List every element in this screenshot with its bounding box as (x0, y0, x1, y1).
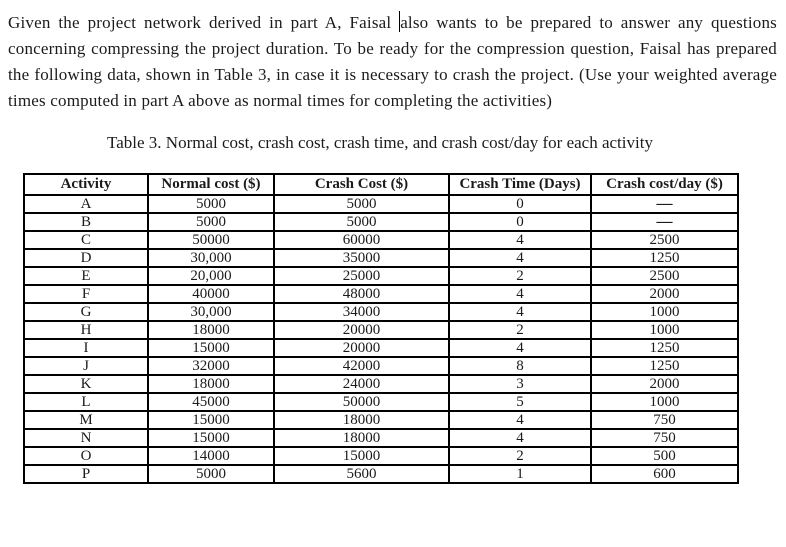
cell-crash-time: 2 (449, 321, 591, 339)
cell-crash-cost: 60000 (274, 231, 449, 249)
cell-crash-cost: 25000 (274, 267, 449, 285)
cell-crash-cost: 24000 (274, 375, 449, 393)
cell-normal-cost: 30,000 (148, 249, 274, 267)
cell-crash-time: 0 (449, 213, 591, 231)
table-row-activity-c (24, 231, 738, 249)
cell-crash-cost: 18000 (274, 411, 449, 429)
cell-crash-cost-per-day: — (591, 195, 738, 213)
column-header-crash-time: Crash Time (Days) (449, 174, 591, 195)
table-row-activity-f (24, 285, 738, 303)
paragraph-text-after-cursor: also wants to be prepared to answer any questions concerning compressing the project duration. To be ready for the compression question, Faisal has prepared the following data, shown in Table 3, in case it is necessary to crash the project. (Use your weighted average times computed in part A above as normal times for completing the activities) (8, 13, 777, 110)
cell-activity: M (24, 411, 148, 429)
cell-crash-time: 1 (449, 465, 591, 483)
cell-crash-time: 2 (449, 447, 591, 465)
cell-normal-cost: 45000 (148, 393, 274, 411)
cell-crash-cost: 20000 (274, 339, 449, 357)
table-row-activity-p (24, 465, 738, 483)
cell-crash-cost-per-day: 750 (591, 411, 738, 429)
table-header-row (24, 174, 738, 195)
cell-normal-cost: 15000 (148, 429, 274, 447)
cell-normal-cost: 30,000 (148, 303, 274, 321)
question-paragraph (0, 0, 786, 114)
table-row-activity-e (24, 267, 738, 285)
cell-crash-cost: 20000 (274, 321, 449, 339)
cell-crash-time: 4 (449, 339, 591, 357)
cell-normal-cost: 15000 (148, 339, 274, 357)
table-row-activity-m (24, 411, 738, 429)
cell-activity: G (24, 303, 148, 321)
cell-crash-time: 4 (449, 411, 591, 429)
cell-normal-cost: 18000 (148, 375, 274, 393)
cell-activity: N (24, 429, 148, 447)
cell-crash-cost: 5000 (274, 213, 449, 231)
cell-crash-cost-per-day: 2000 (591, 375, 738, 393)
cell-normal-cost: 5000 (148, 195, 274, 213)
column-header-crash-cost: Crash Cost ($) (274, 174, 449, 195)
table-row-activity-k (24, 375, 738, 393)
cell-normal-cost: 50000 (148, 231, 274, 249)
cell-crash-cost: 42000 (274, 357, 449, 375)
cell-normal-cost: 40000 (148, 285, 274, 303)
cell-activity: A (24, 195, 148, 213)
cell-activity: F (24, 285, 148, 303)
cell-activity: H (24, 321, 148, 339)
cell-crash-cost: 5000 (274, 195, 449, 213)
cell-normal-cost: 15000 (148, 411, 274, 429)
cell-crash-time: 0 (449, 195, 591, 213)
cell-crash-cost: 15000 (274, 447, 449, 465)
cell-normal-cost: 32000 (148, 357, 274, 375)
cell-crash-cost-per-day: 1250 (591, 339, 738, 357)
cell-crash-time: 4 (449, 303, 591, 321)
cell-crash-time: 4 (449, 249, 591, 267)
cell-crash-cost-per-day: 500 (591, 447, 738, 465)
cell-crash-time: 3 (449, 375, 591, 393)
table-row-activity-j (24, 357, 738, 375)
table-row-activity-a (24, 195, 738, 213)
cell-normal-cost: 5000 (148, 465, 274, 483)
cell-normal-cost: 5000 (148, 213, 274, 231)
table-row-activity-l (24, 393, 738, 411)
cell-crash-cost-per-day: 1000 (591, 321, 738, 339)
paragraph-text-before-cursor: Given the project network derived in part A, Faisal (8, 13, 400, 32)
cell-crash-cost-per-day: 750 (591, 429, 738, 447)
cell-crash-cost: 18000 (274, 429, 449, 447)
cell-normal-cost: 14000 (148, 447, 274, 465)
column-header-normal-cost: Normal cost ($) (148, 174, 274, 195)
table-row-activity-n (24, 429, 738, 447)
table-header (24, 174, 738, 195)
cell-activity: K (24, 375, 148, 393)
cell-crash-cost: 35000 (274, 249, 449, 267)
cell-activity: L (24, 393, 148, 411)
cell-activity: I (24, 339, 148, 357)
table-body (24, 195, 738, 483)
cell-activity: C (24, 231, 148, 249)
cell-crash-time: 2 (449, 267, 591, 285)
table-row-activity-d (24, 249, 738, 267)
cell-activity: P (24, 465, 148, 483)
cell-crash-time: 8 (449, 357, 591, 375)
cell-crash-time: 5 (449, 393, 591, 411)
column-header-crash-cost-per-day: Crash cost/day ($) (591, 174, 738, 195)
cell-normal-cost: 20,000 (148, 267, 274, 285)
cell-activity: J (24, 357, 148, 375)
cell-crash-cost: 50000 (274, 393, 449, 411)
cell-activity: D (24, 249, 148, 267)
cell-crash-cost: 48000 (274, 285, 449, 303)
table-row-activity-g (24, 303, 738, 321)
cell-activity: E (24, 267, 148, 285)
cell-crash-cost-per-day: 2500 (591, 267, 738, 285)
crash-data-table (23, 173, 739, 484)
cell-crash-cost: 34000 (274, 303, 449, 321)
cell-crash-cost-per-day: 2500 (591, 231, 738, 249)
cell-activity: O (24, 447, 148, 465)
cell-crash-cost-per-day: 2000 (591, 285, 738, 303)
table-row-activity-b (24, 213, 738, 231)
cell-normal-cost: 18000 (148, 321, 274, 339)
cell-crash-cost: 5600 (274, 465, 449, 483)
cell-crash-cost-per-day: — (591, 213, 738, 231)
cell-activity: B (24, 213, 148, 231)
cell-crash-cost-per-day: 1000 (591, 303, 738, 321)
cell-crash-cost-per-day: 1000 (591, 393, 738, 411)
table-caption: Table 3. Normal cost, crash cost, crash time, and crash cost/day for each activity (107, 133, 653, 152)
cell-crash-time: 4 (449, 285, 591, 303)
table-row-activity-h (24, 321, 738, 339)
cell-crash-cost-per-day: 1250 (591, 249, 738, 267)
cell-crash-time: 4 (449, 429, 591, 447)
cell-crash-cost-per-day: 600 (591, 465, 738, 483)
table-row-activity-i (24, 339, 738, 357)
cell-crash-time: 4 (449, 231, 591, 249)
cell-crash-cost-per-day: 1250 (591, 357, 738, 375)
column-header-activity: Activity (24, 174, 148, 195)
table-row-activity-o (24, 447, 738, 465)
